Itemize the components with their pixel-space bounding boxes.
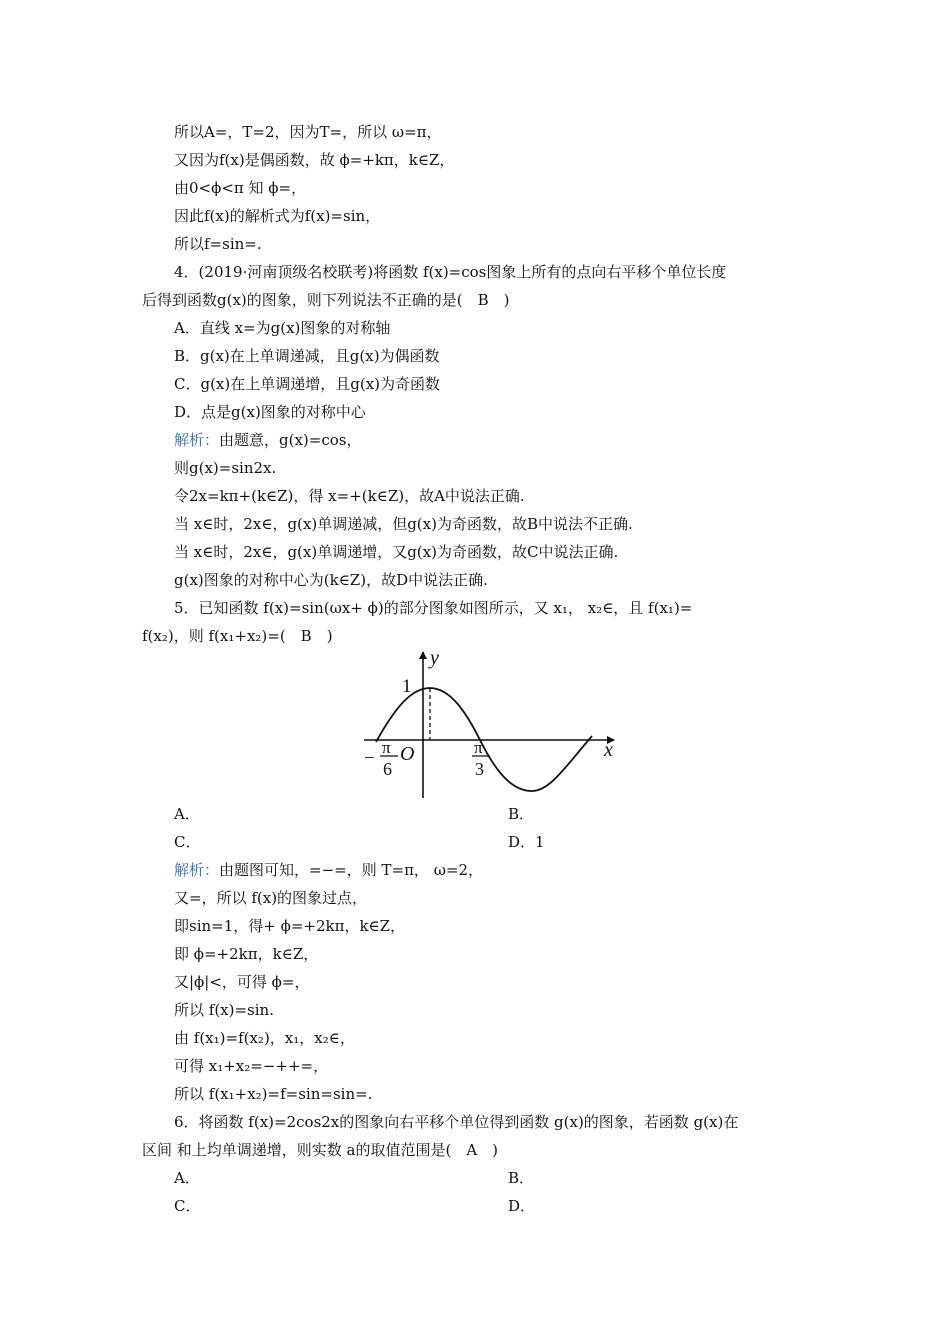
tick-left-numerator: π bbox=[382, 738, 391, 757]
question-6-stem: 6．将函数 f(x)=2cos2x的图象向右平移个单位得到函数 g(x)的图象，若函数 g(x)在 bbox=[174, 1113, 739, 1131]
text-line: 由0<ϕ<π 知 ϕ=， bbox=[174, 179, 307, 197]
question-4-stem: 后得到函数g(x)的图象，则下列说法不正确的是( B ) bbox=[142, 291, 510, 309]
question-5-analysis bbox=[174, 860, 483, 880]
question-6-option-d: D． bbox=[508, 1197, 536, 1215]
question-6-option-c: C． bbox=[174, 1197, 201, 1215]
question-5-option-d: D．1 bbox=[508, 833, 545, 851]
question-5-stem: f(x₂)，则 f(x₁+x₂)=( B ) bbox=[142, 627, 333, 645]
tick-right-numerator: π bbox=[474, 738, 483, 757]
question-4-analysis bbox=[174, 430, 361, 450]
analysis-text: 由题图可知，=−=，则 T=π， ω=2， bbox=[219, 861, 484, 879]
text-line: 所以f=sin=. bbox=[174, 235, 262, 253]
text-line: 又|ϕ|<，可得 ϕ=， bbox=[174, 973, 310, 991]
question-4-option-d: D．点是g(x)图象的对称中心 bbox=[174, 403, 366, 421]
origin-label: O bbox=[400, 743, 415, 765]
minus-sign: − bbox=[364, 748, 375, 769]
sine-graph-figure bbox=[362, 646, 620, 800]
analysis-label: 解析： bbox=[174, 861, 220, 879]
text-line: 即 ϕ=+2kπ，k∈Z， bbox=[174, 945, 319, 963]
text-line: 又因为f(x)是偶函数，故 ϕ=+kπ，k∈Z， bbox=[174, 151, 455, 169]
analysis-text: 由题意，g(x)=cos， bbox=[219, 431, 362, 449]
text-line: 可得 x₁+x₂=−++=， bbox=[174, 1057, 329, 1075]
question-5-option-a: A． bbox=[174, 805, 200, 823]
text-line: 又=，所以 f(x)的图象过点， bbox=[174, 889, 368, 907]
question-4-stem: 4．(2019·河南顶级名校联考)将函数 f(x)=cos图象上所有的点向右平移个单位长度 bbox=[174, 263, 727, 281]
y-tick-one: 1 bbox=[402, 676, 412, 697]
text-line: 当 x∈时，2x∈，g(x)单调递增，又g(x)为奇函数，故C中说法正确. bbox=[174, 543, 619, 561]
text-line: 令2x=kπ+(k∈Z)，得 x=+(k∈Z)，故A中说法正确. bbox=[174, 487, 525, 505]
text-line: 即sin=1，得+ ϕ=+2kπ，k∈Z， bbox=[174, 917, 406, 935]
question-4-option-c: C．g(x)在上单调递增，且g(x)为奇函数 bbox=[174, 375, 441, 393]
tick-left-denominator: 6 bbox=[383, 759, 392, 779]
question-4-option-a: A．直线 x=为g(x)图象的对称轴 bbox=[174, 319, 391, 337]
y-axis-label: y bbox=[430, 647, 439, 669]
text-line: 所以 f(x)=sin. bbox=[174, 1001, 274, 1019]
question-5-option-b: B． bbox=[508, 805, 535, 823]
question-5-stem: 5．已知函数 f(x)=sin(ωx+ ϕ)的部分图象如图所示，又 x₁， x₂∈，且 f(x₁)= bbox=[174, 599, 693, 617]
tick-right-denominator: 3 bbox=[475, 759, 484, 779]
text-line: 当 x∈时，2x∈，g(x)单调递减，但g(x)为奇函数，故B中说法不正确. bbox=[174, 515, 633, 533]
question-6-stem: 区间 和上均单调递增，则实数 a的取值范围是( A ) bbox=[142, 1141, 499, 1159]
question-4-option-b: B．g(x)在上单调递减，且g(x)为偶函数 bbox=[174, 347, 440, 365]
analysis-label: 解析： bbox=[174, 431, 220, 449]
text-line: 则g(x)=sin2x. bbox=[174, 459, 277, 477]
question-6-option-a: A． bbox=[174, 1169, 200, 1187]
text-line: g(x)图象的对称中心为(k∈Z)，故D中说法正确. bbox=[174, 571, 488, 589]
text-line: 因此f(x)的解析式为f(x)=sin， bbox=[174, 207, 381, 225]
question-5-option-c: C． bbox=[174, 833, 201, 851]
question-6-option-b: B． bbox=[508, 1169, 535, 1187]
text-line: 由 f(x₁)=f(x₂)，x₁，x₂∈， bbox=[174, 1029, 355, 1047]
text-line: 所以A=，T=2，因为T=，所以 ω=π， bbox=[174, 123, 442, 141]
text-line: 所以 f(x₁+x₂)=f=sin=sin=. bbox=[174, 1085, 373, 1103]
x-axis-label: x bbox=[604, 739, 613, 761]
